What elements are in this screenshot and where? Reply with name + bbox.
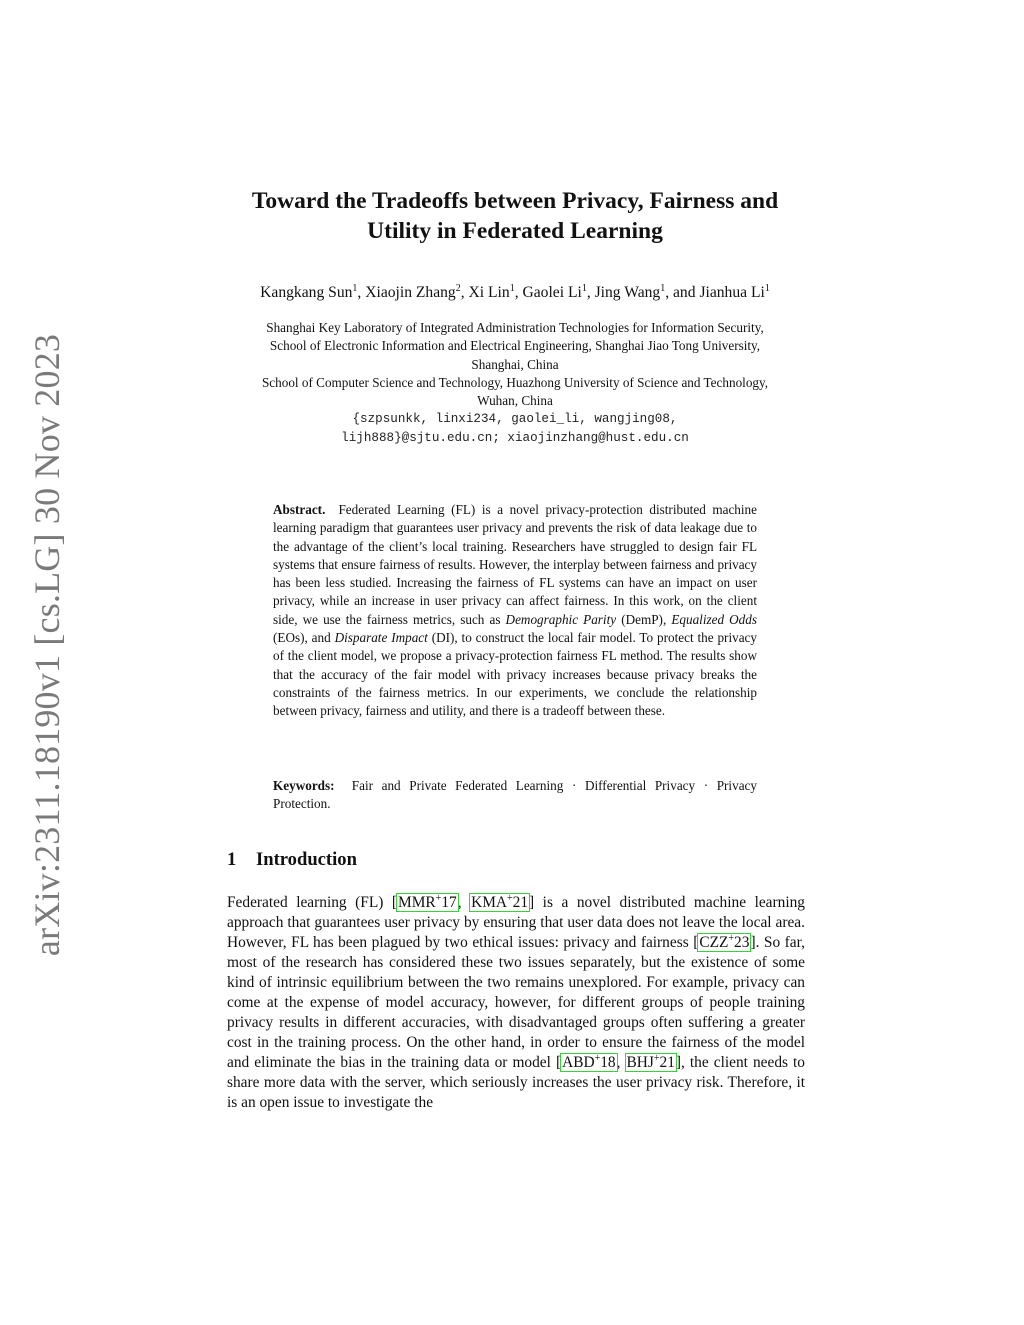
paper-title-line-1: Toward the Tradeoffs between Privacy, Fairness and xyxy=(251,188,779,214)
affiliation-line: School of Electronic Information and Electrical Engineering, Shanghai Jiao Tong University, xyxy=(269,338,761,354)
author: Xiaojin Zhang$^2$ xyxy=(365,282,461,301)
author: Jianhua Li$^1$ xyxy=(699,282,770,301)
arxiv-identifier-text: arXiv:2311.18190v1 [cs.LG] 30 Nov 2023 xyxy=(27,333,67,957)
email-line: {szpsunkk, linxi234, gaolei_li, wangjing08, xyxy=(352,412,678,427)
keywords-text: Fair and Private Federated Learning · Differential Privacy · Privacy Protection. xyxy=(273,778,757,812)
abstract-label: Abstract. xyxy=(273,502,326,517)
introduction-paragraph: Federated learning (FL) [MMR+17, KMA+21] is a novel distributed machine learning approach that guarantees user privacy by ensuring that user data does not leave the local area. However, FL has been plagued by two ethical issues: privacy and fairness [CZZ+23]. So far, most of the research has considered these two issues separately, but the existence of some kind of intrinsic equilibrium between the two remains unexplored. For example, privacy can come at the expense of model accuracy, however, for different groups of people training privacy results in different accuracies, with disadvantaged groups often suffering a greater cost in the training process. On the other hand, in order to ensure the fairness of the model and eliminate the bias in the training data or model [ABD+18, BHJ+21], the client needs to share more data with the server, which seriously increases the user privacy risk. Therefore, it is an open issue to investigate the xyxy=(227,892,806,1111)
author: Xi Lin$^1$ xyxy=(468,282,515,301)
affiliations xyxy=(200,319,830,447)
author: Jing Wang$^1$ xyxy=(594,282,666,301)
citation-link[interactable]: BHJ+21 xyxy=(626,1052,675,1071)
author: Kangkang Sun$^1$ xyxy=(260,282,358,301)
keywords-label: Keywords: xyxy=(273,778,335,793)
citation-link[interactable]: MMR+17 xyxy=(398,892,457,911)
arxiv-identifier-stamp xyxy=(22,333,72,957)
affiliation-line: School of Computer Science and Technology, Huazhong University of Science and Technology, xyxy=(261,374,769,390)
abstract: Abstract. Federated Learning (FL) is a novel privacy-protection distributed machine learning paradigm that guarantees user privacy and prevents the risk of data leakage due to the advantage of the client’s local training. Researchers have struggled to design fair FL systems that ensure fairness of results. However, the interplay between fairness and privacy has been less studied. Increasing the fairness of FL systems can have an impact on user privacy, while an increase in user privacy can affect fairness. In this work, on the client side, we use the fairness metrics, such as Demographic Parity (DemP), Equalized Odds (EOs), and Disparate Impact (DI), to construct the local fair model. To protect the privacy of the client model, we propose a privacy-protection fairness FL method. The results show that the accuracy of the fair model with privacy increases because privacy breaks the constraints of the fairness metrics. In our experiments, we conclude the relationship between privacy, fairness and utility, and there is a tradeoff between these. xyxy=(273,502,758,719)
affiliation-line: Shanghai, China xyxy=(471,356,559,372)
paper-title xyxy=(200,186,830,246)
citation-link[interactable]: KMA+21 xyxy=(471,892,529,911)
paper-title-line-2: Utility in Federated Learning xyxy=(367,218,663,244)
author: Gaolei Li$^1$ xyxy=(522,282,587,301)
citation-link[interactable]: CZZ+23 xyxy=(699,932,750,951)
section-title: Introduction xyxy=(256,849,357,870)
section-number: 1 xyxy=(227,849,237,870)
author-list: Kangkang Sun$^1$, Xiaojin Zhang$^2$, Xi Lin$^1$, Gaolei Li$^1$, Jing Wang$^1$, and Jianhua Li$^1$ xyxy=(260,282,770,301)
keywords xyxy=(273,777,757,814)
affiliation-line: Wuhan, China xyxy=(477,393,553,409)
email-line: lijh888}@sjtu.edu.cn; xiaojinzhang@hust.edu.cn xyxy=(341,430,689,445)
citation-link[interactable]: ABD+18 xyxy=(562,1052,616,1071)
section-heading-introduction xyxy=(227,849,357,871)
affiliation-line: Shanghai Key Laboratory of Integrated Administration Technologies for Information Security, xyxy=(266,320,764,335)
